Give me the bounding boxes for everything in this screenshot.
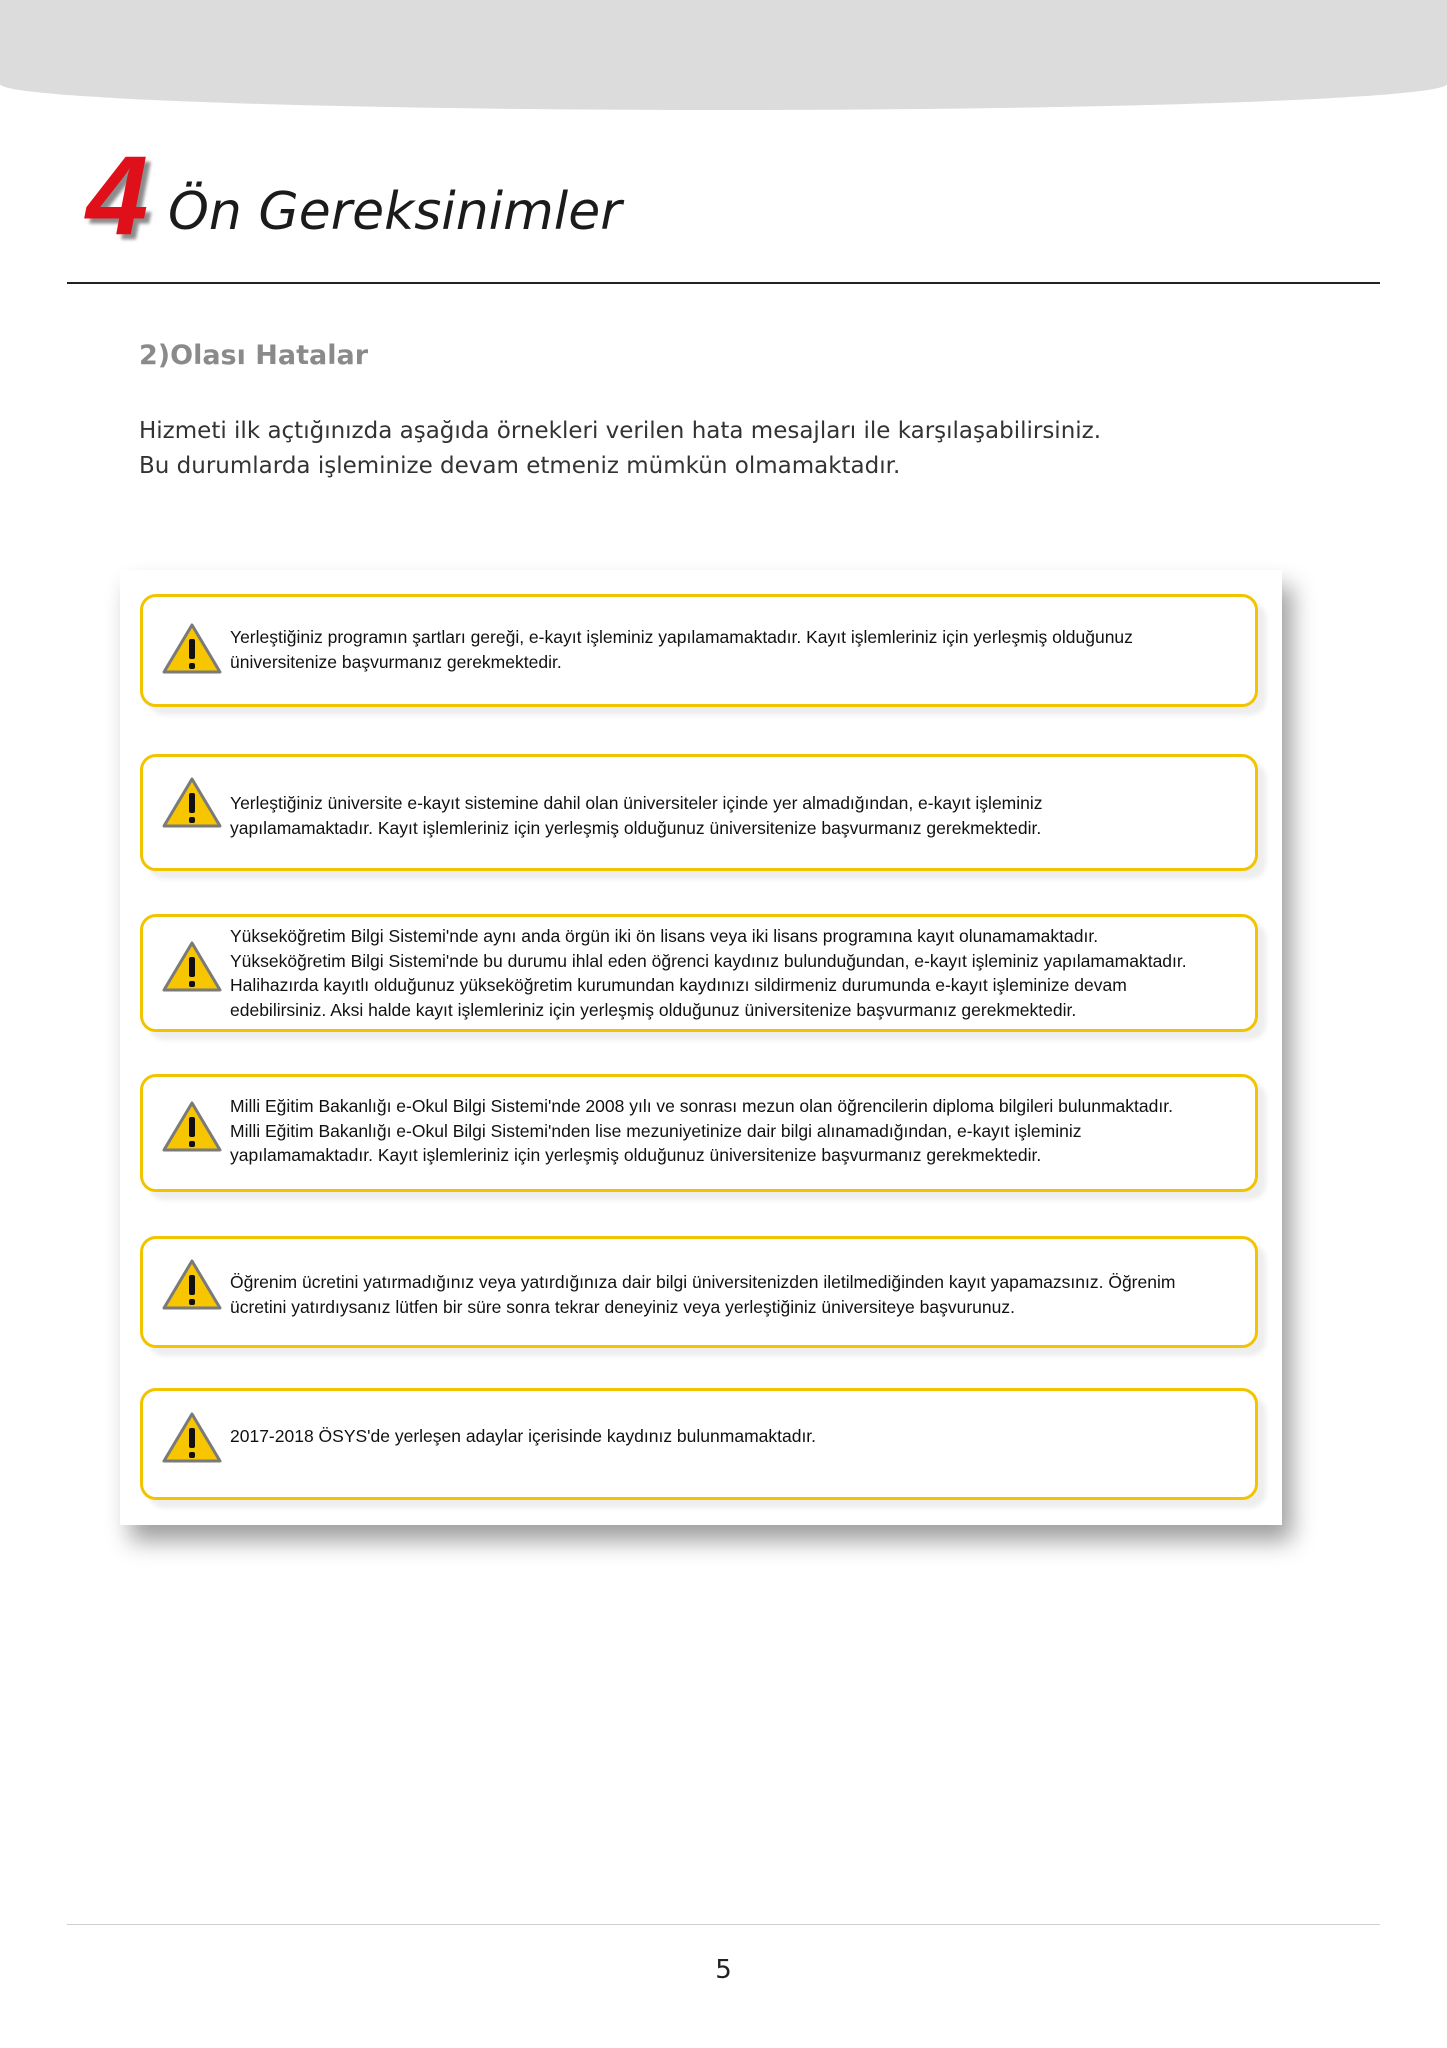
- alert-line: Yerleştiğiniz programın şartları gereği, e-kayıt işleminiz yapılamamaktadır. Kayıt işlemleriniz için yerleşmiş olduğunuz: [230, 627, 1133, 647]
- alert-line: edebilirsiniz. Aksi halde kayıt işlemleriniz için yerleşmiş olduğunuz üniversitenize başvurmanız gerekmektedir.: [230, 999, 1077, 1020]
- warning-icon: [161, 775, 223, 831]
- alert-line: Yükseköğretim Bilgi Sistemi'nde bu durumu ihlal eden öğrenci kaydınız bulunduğundan, e-kayıt işleminiz yapılamamaktadır.: [230, 950, 1187, 971]
- alert-line: ücretini yatırdıysanız lütfen bir süre sonra tekrar deneyiniz veya yerleştiğiniz üniversiteye başvurunuz.: [230, 1296, 1015, 1317]
- error-alert-university-not-included: [140, 754, 1258, 871]
- alert-message: [230, 1424, 1245, 1449]
- alert-message: [230, 625, 1245, 674]
- error-alert-osys-not-found: [140, 1388, 1258, 1500]
- alert-line: üniversitenize başvurmanız gerekmektedir.: [230, 651, 562, 672]
- alert-line: Yerleştiğiniz üniversite e-kayıt sistemine dahil olan üniversiteler içinde yer almadığından, e-kayıt işleminiz: [230, 793, 1043, 813]
- alert-message: [230, 1094, 1245, 1168]
- intro-line: Hizmeti ilk açtığınızda aşağıda örnekleri verilen hata mesajları ile karşılaşabilirsiniz.: [139, 418, 1102, 444]
- error-alert-eokul-diploma: [140, 1074, 1258, 1192]
- warning-icon: [161, 1257, 223, 1313]
- alert-line: yapılamamaktadır. Kayıt işlemleriniz için yerleşmiş olduğunuz üniversitenize başvurmanız gerekmektedir.: [230, 1145, 1042, 1165]
- chapter-title: Ön Gereksinimler: [168, 182, 622, 242]
- error-messages-screenshot: [120, 570, 1282, 1525]
- alert-message: [230, 924, 1245, 1022]
- alert-line: Milli Eğitim Bakanlığı e-Okul Bilgi Sistemi'nden lise mezuniyetinize dair bilgi alınamadığından, e-kayıt işleminiz: [230, 1120, 1082, 1141]
- page-number: 5: [715, 1955, 732, 1985]
- warning-icon: [161, 1099, 223, 1155]
- error-alert-tuition-fee: [140, 1236, 1258, 1348]
- warning-icon: [161, 1410, 223, 1466]
- section-heading: 2)Olası Hatalar: [139, 340, 369, 371]
- alert-line: Halihazırda kayıtlı olduğunuz yükseköğretim kurumundan kaydınızı sildirmeniz durumunda e-kayıt işleminize devam: [230, 975, 1127, 995]
- warning-icon: [161, 621, 223, 677]
- alert-message: [230, 1270, 1245, 1319]
- intro-paragraph: [139, 414, 1339, 484]
- alert-line: Yükseköğretim Bilgi Sistemi'nde aynı anda örgün iki ön lisans veya iki lisans programına kayıt olunamamaktadır.: [230, 926, 1099, 946]
- alert-line: 2017-2018 ÖSYS'de yerleşen adaylar içerisinde kaydınız bulunmamaktadır.: [230, 1426, 817, 1446]
- footer-divider: [67, 1924, 1380, 1925]
- alert-line: Milli Eğitim Bakanlığı e-Okul Bilgi Sistemi'nde 2008 yılı ve sonrası mezun olan öğrencilerin diploma bilgileri bulunmaktadır.: [230, 1096, 1173, 1116]
- warning-icon: [161, 939, 223, 995]
- chapter-number: 4: [86, 133, 149, 258]
- alert-message: [230, 791, 1245, 840]
- alert-line: yapılamamaktadır. Kayıt işlemleriniz için yerleşmiş olduğunuz üniversitenize başvurmanız gerekmektedir.: [230, 817, 1042, 838]
- header-band: [0, 0, 1447, 110]
- error-alert-program-conditions: [140, 594, 1258, 707]
- title-divider: [67, 282, 1380, 284]
- intro-line: Bu durumlarda işleminize devam etmeniz mümkün olmamaktadır.: [139, 453, 901, 479]
- alert-line: Öğrenim ücretini yatırmadığınız veya yatırdığınıza dair bilgi üniversitenizden iletilmediğinden kayıt yapamazsınız. Öğrenim: [230, 1272, 1176, 1292]
- error-alert-double-enrollment: [140, 914, 1258, 1032]
